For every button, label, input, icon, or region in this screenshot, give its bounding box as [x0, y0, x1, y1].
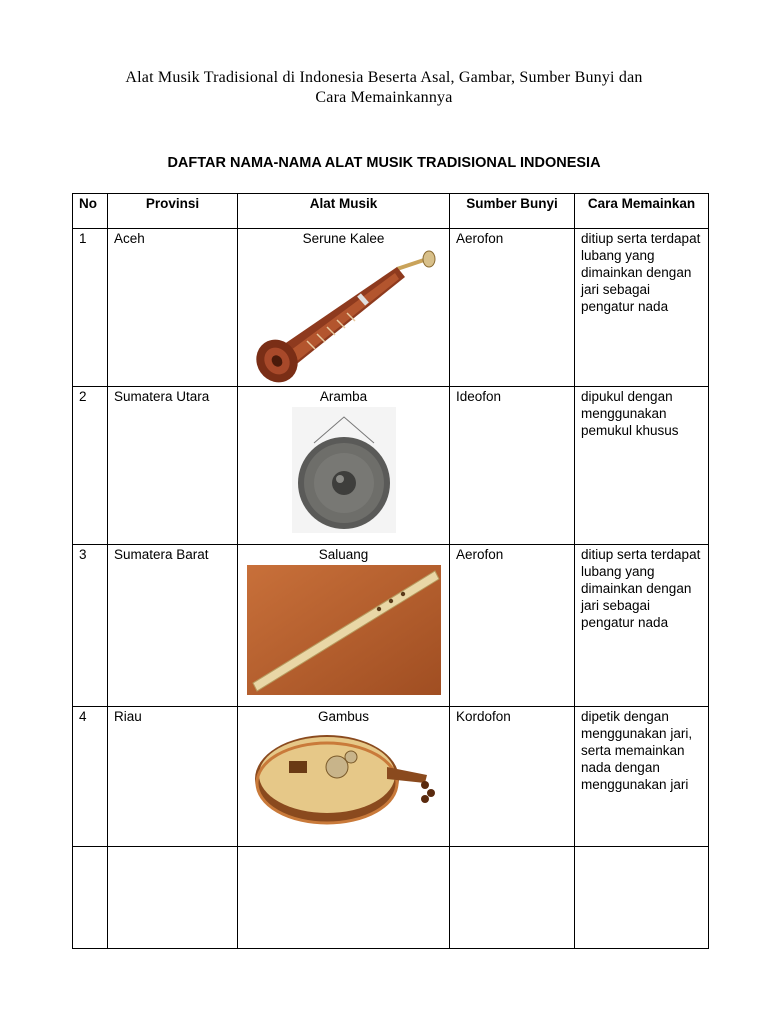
header-no: No [73, 194, 108, 229]
saluang-flute-image [247, 565, 441, 695]
instrument-name: Gambus [317, 709, 370, 724]
cell-sumber-bunyi: Aerofon [450, 229, 575, 387]
cell-empty [238, 847, 450, 949]
document-title [60, 68, 708, 108]
header-alat-musik: Alat Musik [238, 194, 450, 229]
cell-sumber-bunyi: Aerofon [450, 545, 575, 707]
table-row [73, 545, 709, 707]
cell-alat-musik [238, 707, 450, 847]
table-header-row [73, 194, 709, 229]
header-sumber-bunyi: Sumber Bunyi [450, 194, 575, 229]
instrument-table [72, 193, 709, 949]
cell-provinsi: Sumatera Barat [108, 545, 238, 707]
cell-alat-musik [238, 229, 450, 387]
header-cara-memainkan: Cara Memainkan [575, 194, 709, 229]
cell-empty [450, 847, 575, 949]
cell-no: 3 [73, 545, 108, 707]
cell-empty [73, 847, 108, 949]
cell-no: 2 [73, 387, 108, 545]
cell-cara-memainkan: dipetik dengan menggunakan jari, serta memainkan nada dengan menggunakan jari [575, 707, 709, 847]
table-row [73, 229, 709, 387]
cell-empty [575, 847, 709, 949]
table-row [73, 387, 709, 545]
cell-alat-musik [238, 545, 450, 707]
instrument-name: Aramba [319, 389, 368, 404]
cell-empty [108, 847, 238, 949]
table-row-empty [73, 847, 709, 949]
cell-sumber-bunyi: Kordofon [450, 707, 575, 847]
cell-alat-musik [238, 387, 450, 545]
instrument-name: Saluang [318, 547, 369, 562]
document-title-line-1: Alat Musik Tradisional di Indonesia Beserta Asal, Gambar, Sumber Bunyi dan [125, 69, 643, 86]
serune-kalee-image [247, 249, 441, 385]
cell-cara-memainkan: dipukul dengan menggunakan pemukul khusus [575, 387, 709, 545]
instrument-name: Serune Kalee [302, 231, 385, 246]
cell-sumber-bunyi: Ideofon [450, 387, 575, 545]
cell-no: 4 [73, 707, 108, 847]
table-heading: DAFTAR NAMA-NAMA ALAT MUSIK TRADISIONAL INDONESIA [167, 155, 601, 171]
cell-cara-memainkan: ditiup serta terdapat lubang yang dimainkan dengan jari sebagai pengatur nada [575, 545, 709, 707]
gambus-lute-image [247, 727, 441, 837]
header-provinsi: Provinsi [108, 194, 238, 229]
cell-provinsi: Sumatera Utara [108, 387, 238, 545]
table-row [73, 707, 709, 847]
aramba-gong-image [292, 407, 396, 533]
cell-provinsi: Aceh [108, 229, 238, 387]
cell-provinsi: Riau [108, 707, 238, 847]
document-title-line-2: Cara Memainkannya [315, 89, 453, 106]
cell-no: 1 [73, 229, 108, 387]
cell-cara-memainkan: ditiup serta terdapat lubang yang dimainkan dengan jari sebagai pengatur nada [575, 229, 709, 387]
